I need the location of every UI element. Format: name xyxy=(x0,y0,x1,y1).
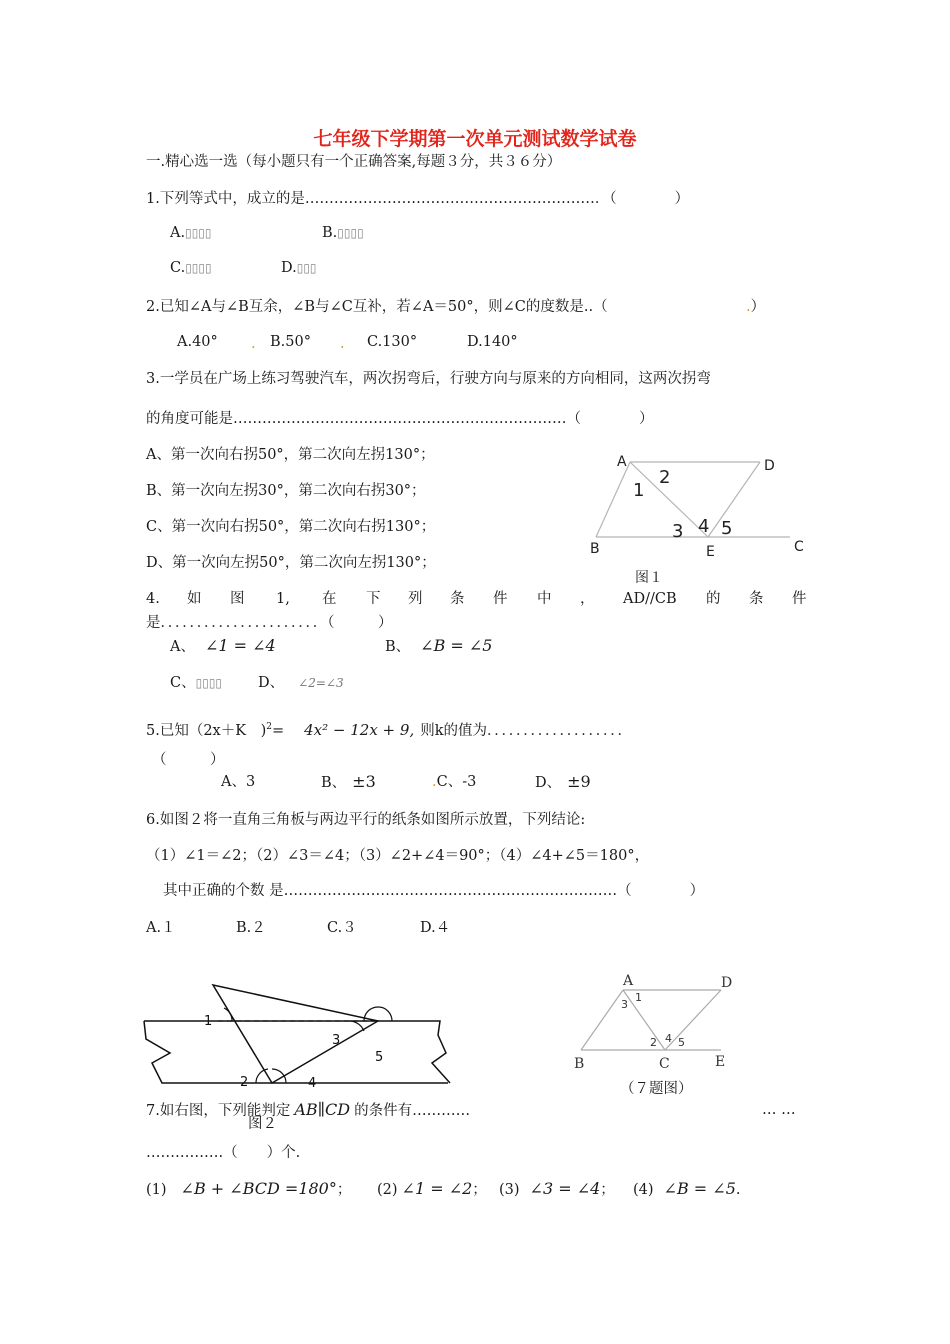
fig2-angle-1: 1 xyxy=(204,1014,213,1029)
fig7-angle-1: 1 xyxy=(635,991,642,1004)
question-1-stem: 1.下列等式中，成立的是……………………………………………………．（ ） xyxy=(146,191,690,207)
q5-expression: 4x² − 12x + 9, xyxy=(304,720,415,739)
q1-option-c-formula-image: ▯▯▯▯ xyxy=(185,261,212,275)
q4-option-a: A、 ∠1 = ∠4 xyxy=(170,636,276,655)
q1-option-c: C.▯▯▯▯ xyxy=(170,260,212,276)
q4-option-b-expr: ∠B = ∠5 xyxy=(420,636,493,655)
q5-option-d: D、 ±9 xyxy=(535,772,591,791)
q4-word: 如 xyxy=(187,591,202,607)
q6-option-a: A.１ xyxy=(146,920,176,936)
question-6-stem: 6.如图２将一直角三角板与两边平行的纸条如图所示放置，下列结论: xyxy=(146,812,586,828)
q3-option-c: C、第一次向右拐50°，第二次向右拐130°； xyxy=(146,519,436,535)
q2-option-a: A.40° xyxy=(177,334,218,350)
q7-condition-1: (1) ∠B + ∠BCD =180°； xyxy=(146,1179,352,1198)
fig2-angle-3: 3 xyxy=(332,1033,341,1048)
question-3-line-2: 的角度可能是……………………………………………………………（ ） xyxy=(146,411,654,427)
fig1-angle-1: 1 xyxy=(633,480,645,501)
q2-option-b: B.50° xyxy=(270,334,311,350)
figure-7 xyxy=(565,968,745,1098)
question-5-stem: 5.已知（2x＋K )$^2$= 4x² − 12x + 9, 则k的值为．．．．．．．．．．．．．．．．．．． xyxy=(146,720,633,739)
q5-option-a: A、3 xyxy=(221,774,256,790)
q6-option-b: B.２ xyxy=(236,920,266,936)
q4-word: AD//CB xyxy=(623,591,677,607)
q5-paren: （ ） xyxy=(152,752,225,768)
q5-option-b: B、 ±3 xyxy=(321,772,376,791)
q4-word: 4. xyxy=(146,591,160,607)
fig1-caption: 图１ xyxy=(635,570,663,586)
q4-word: 1, xyxy=(276,591,290,607)
q4-word: 图 xyxy=(230,591,245,607)
question-7-line-2: …………….（ ）个. xyxy=(146,1145,301,1161)
q7-condition-2: (2) ∠1 = ∠2； xyxy=(377,1179,487,1198)
q4-option-c: C、▯▯▯▯ xyxy=(170,675,223,691)
q1-option-d: D.▯▯▯ xyxy=(281,260,317,276)
fig7-angle-3: 3 xyxy=(621,998,628,1011)
fig2-angle-5: 5 xyxy=(375,1050,384,1065)
q4-word: 下 xyxy=(366,591,381,607)
question-4-line-2: 是．．．．．．．．．．．．．．．．．．．．．．（ ） xyxy=(146,615,393,631)
fig1-angle-3: 3 xyxy=(672,521,684,542)
q1-option-a-formula-image: ▯▯▯▯ xyxy=(185,226,212,240)
fig1-label-d: D xyxy=(764,458,775,474)
q4-word: 中 xyxy=(537,591,552,607)
q2-option-d: D.140° xyxy=(467,334,518,350)
fig7-label-c: C xyxy=(659,1056,670,1072)
fig1-label-b: B xyxy=(590,541,600,557)
q5-option-c: .C、-3 xyxy=(432,774,477,790)
q4-word: 的 xyxy=(706,591,721,607)
fig7-angle-4: 4 xyxy=(665,1032,672,1045)
q4-option-a-expr: ∠1 = ∠4 xyxy=(204,636,276,655)
fig1-angle-2: 2 xyxy=(659,467,671,488)
q6-option-d: D.４ xyxy=(420,920,451,936)
q3-option-b: B、第一次向左拐30°，第二次向右拐30°； xyxy=(146,483,426,499)
q3-option-d: D、第一次向左拐50°，第二次向左拐130°； xyxy=(146,555,436,571)
q4-word: ， xyxy=(580,591,595,607)
fig7-caption: （７题图） xyxy=(620,1081,693,1097)
q4-word: 条 xyxy=(450,591,465,607)
fig1-label-a: A xyxy=(617,454,627,470)
question-6-items: （1）∠1＝∠2；（2）∠3＝∠4；（3）∠2+∠4＝90°；（4）∠4+∠5＝180°， xyxy=(146,848,650,864)
q2-close-paren: .） xyxy=(746,299,766,315)
q1-option-b: B.▯▯▯▯ xyxy=(322,225,364,241)
q2-option-c: C.130° xyxy=(367,334,418,350)
fig1-label-e: E xyxy=(706,544,715,560)
fig7-angle-2: 2 xyxy=(650,1036,657,1049)
q4-word: 条 xyxy=(749,591,764,607)
q7-expression: AB∥CD xyxy=(294,1100,351,1119)
question-7-stem: 7.如右图，下列能判定 AB∥CD 的条件有………… xyxy=(146,1100,471,1119)
q1-option-a: A.▯▯▯▯ xyxy=(170,225,212,241)
q7-condition-4: (4) ∠B = ∠5. xyxy=(633,1179,741,1198)
question-3-line-1: 3.一学员在广场上练习驾驶汽车，两次拐弯后，行驶方向与原来的方向相同，这两次拐弯 xyxy=(146,371,711,387)
fig7-label-b: B xyxy=(574,1056,585,1072)
fig2-angle-2: 2 xyxy=(240,1075,249,1090)
q4-word: 列 xyxy=(408,591,423,607)
q1-option-d-formula-image: ▯▯▯ xyxy=(296,261,317,275)
question-6-count: 其中正确的个数 是……………………………………………………………（ ） xyxy=(163,883,705,899)
q4-option-d: D、 ∠2=∠3 xyxy=(258,675,344,691)
fig7-label-e: E xyxy=(715,1054,726,1070)
page-title: 七年级下学期第一次单元测试数学试卷 xyxy=(313,128,637,150)
q4-word: 件 xyxy=(792,591,807,607)
figure-1 xyxy=(580,450,820,590)
q7-condition-3: (3) ∠3 = ∠4； xyxy=(499,1179,615,1198)
q4-word: 在 xyxy=(322,591,337,607)
fig2-caption: 图２ xyxy=(248,1116,277,1132)
q2-dot-mark: . xyxy=(251,336,256,352)
fig1-angle-4: 4 xyxy=(698,516,710,537)
q4-option-b: B、 ∠B = ∠5 xyxy=(385,636,493,655)
fig1-angle-5: 5 xyxy=(721,518,733,539)
question-2-stem: 2.已知∠A与∠B互余，∠B与∠C互补，若∠A＝50°，则∠C的度数是..（ xyxy=(146,299,608,315)
q2-dot-mark: . xyxy=(340,336,345,352)
question-7-tail: … … xyxy=(762,1102,796,1118)
fig7-label-d: D xyxy=(721,975,733,991)
fig7-angle-5: 5 xyxy=(678,1036,685,1049)
fig1-label-c: C xyxy=(794,539,804,555)
section-heading: 一.精心选一选（每小题只有一个正确答案,每题３分，共３６分） xyxy=(146,154,562,170)
fig7-label-a: A xyxy=(623,973,634,989)
fig2-angle-4: 4 xyxy=(308,1076,317,1091)
q3-option-a: A、第一次向右拐50°，第二次向左拐130°； xyxy=(146,447,435,463)
q4-option-d-expr: ∠2=∠3 xyxy=(298,676,344,690)
q1-option-b-formula-image: ▯▯▯▯ xyxy=(337,226,364,240)
q4-option-c-formula-image: ▯▯▯▯ xyxy=(195,676,223,690)
q6-option-c: C.３ xyxy=(327,920,357,936)
q4-word: 件 xyxy=(493,591,508,607)
